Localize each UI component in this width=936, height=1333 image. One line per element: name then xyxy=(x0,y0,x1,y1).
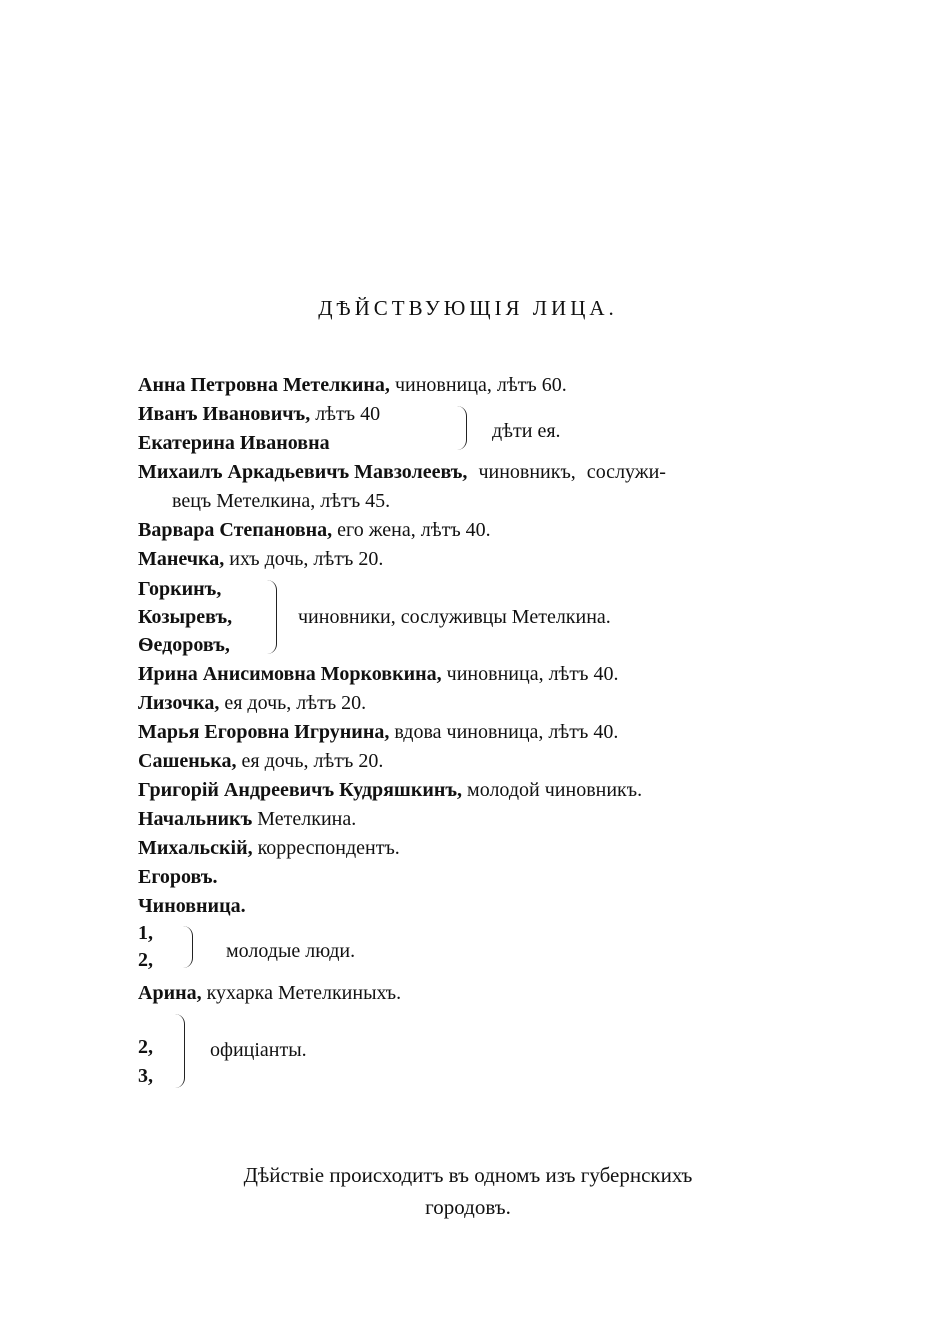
group-note-waiters: офиціанты. xyxy=(210,1039,307,1061)
cast-entry-anna xyxy=(138,372,567,398)
group-note-children: дѣти ея. xyxy=(492,420,561,442)
character-desc: Метелкина. xyxy=(252,808,357,830)
cast-entry-waiter-3 xyxy=(138,1063,153,1089)
character-desc: чиновникъ, сослужи- xyxy=(467,461,666,483)
character-name: Марья Егоровна Игрунина, xyxy=(138,721,390,743)
cast-entry-arina xyxy=(138,980,401,1006)
character-name: 2, xyxy=(138,1036,153,1058)
character-desc: его жена, лѣтъ 40. xyxy=(332,519,491,541)
character-name: Иванъ Ивановичъ, xyxy=(138,403,311,425)
cast-entry-manechka xyxy=(138,546,383,572)
character-desc: чиновница, лѣтъ 40. xyxy=(441,663,619,685)
group-note-young-people: молодые люди. xyxy=(226,940,356,962)
cast-entry-young-2 xyxy=(138,947,153,973)
cast-entry-continuation: вецъ Метелкина, лѣтъ 45. xyxy=(172,490,391,512)
cast-entry-marya xyxy=(138,719,618,745)
group-note-officials: чиновники, сослуживцы Метелкина. xyxy=(298,606,611,628)
group-brace xyxy=(172,1014,185,1088)
character-desc: ея дочь, лѣтъ 20. xyxy=(219,692,367,714)
page-title: ДѢЙСТВУЮЩІЯ ЛИЦА. xyxy=(318,296,618,320)
cast-entry-nachalnik xyxy=(138,806,356,832)
setting-note-line-2: городовъ. xyxy=(425,1195,511,1219)
group-brace xyxy=(264,580,277,654)
character-name: Арина, xyxy=(138,982,202,1004)
character-name: Сашенька, xyxy=(138,750,237,772)
cast-entry-grigoriy xyxy=(138,777,642,803)
character-desc: ихъ дочь, лѣтъ 20. xyxy=(224,548,384,570)
cast-entry-irina xyxy=(138,661,619,687)
character-name: Манечка, xyxy=(138,548,225,570)
character-name: Анна Петровна Метелкина, xyxy=(138,374,390,396)
character-name: Лизочка, xyxy=(138,692,220,714)
cast-entry-egorov xyxy=(138,864,218,890)
cast-entry-chinovnitsa xyxy=(138,893,246,919)
character-name: Егоровъ. xyxy=(138,866,218,888)
cast-entry-ekaterina xyxy=(138,430,330,456)
character-name: Начальникъ xyxy=(138,808,253,830)
cast-entry-varvara xyxy=(138,517,491,543)
cast-entry-waiter-2 xyxy=(138,1034,153,1060)
character-name: Чиновница. xyxy=(138,895,246,917)
character-name: Ѳедоровъ, xyxy=(138,634,230,656)
character-name: Екатерина Ивановна xyxy=(138,432,330,454)
character-desc: вдова чиновница, лѣтъ 40. xyxy=(389,721,619,743)
character-name: Горкинъ, xyxy=(138,578,222,600)
character-name: Ирина Анисимовна Морковкина, xyxy=(138,663,442,685)
cast-entry-ivan xyxy=(138,401,380,427)
character-name: Козыревъ, xyxy=(138,606,233,628)
cast-entry-mikhail xyxy=(138,459,666,485)
cast-entry-fedorov xyxy=(138,632,230,658)
cast-entry-mikhalskiy xyxy=(138,835,400,861)
setting-note-line-1: Дѣйствіе происходитъ въ одномъ изъ губернскихъ xyxy=(243,1163,693,1187)
character-name: 3, xyxy=(138,1065,153,1087)
cast-entry-gorkin xyxy=(138,576,221,602)
character-name: Варвара Степановна, xyxy=(138,519,333,541)
group-brace xyxy=(456,406,467,450)
group-brace xyxy=(180,926,193,968)
character-name: 2, xyxy=(138,949,153,971)
cast-entry-sashenka xyxy=(138,748,383,774)
character-desc: корреспондентъ. xyxy=(252,837,400,859)
character-name: Михальскій, xyxy=(138,837,253,859)
character-name: 1, xyxy=(138,922,153,944)
character-desc: лѣтъ 40 xyxy=(310,403,381,425)
character-desc: чиновница, лѣтъ 60. xyxy=(389,374,567,396)
cast-entry-kozyrev xyxy=(138,604,232,630)
character-name: Михаилъ Аркадьевичъ Мавзолеевъ, xyxy=(138,461,468,483)
character-desc: ея дочь, лѣтъ 20. xyxy=(236,750,384,772)
cast-entry-lizochka xyxy=(138,690,366,716)
character-name: Григорій Андреевичъ Кудряшкинъ, xyxy=(138,779,463,801)
character-desc: молодой чиновникъ. xyxy=(462,779,643,801)
character-desc: кухарка Метелкиныхъ. xyxy=(201,982,402,1004)
cast-entry-young-1 xyxy=(138,920,153,946)
